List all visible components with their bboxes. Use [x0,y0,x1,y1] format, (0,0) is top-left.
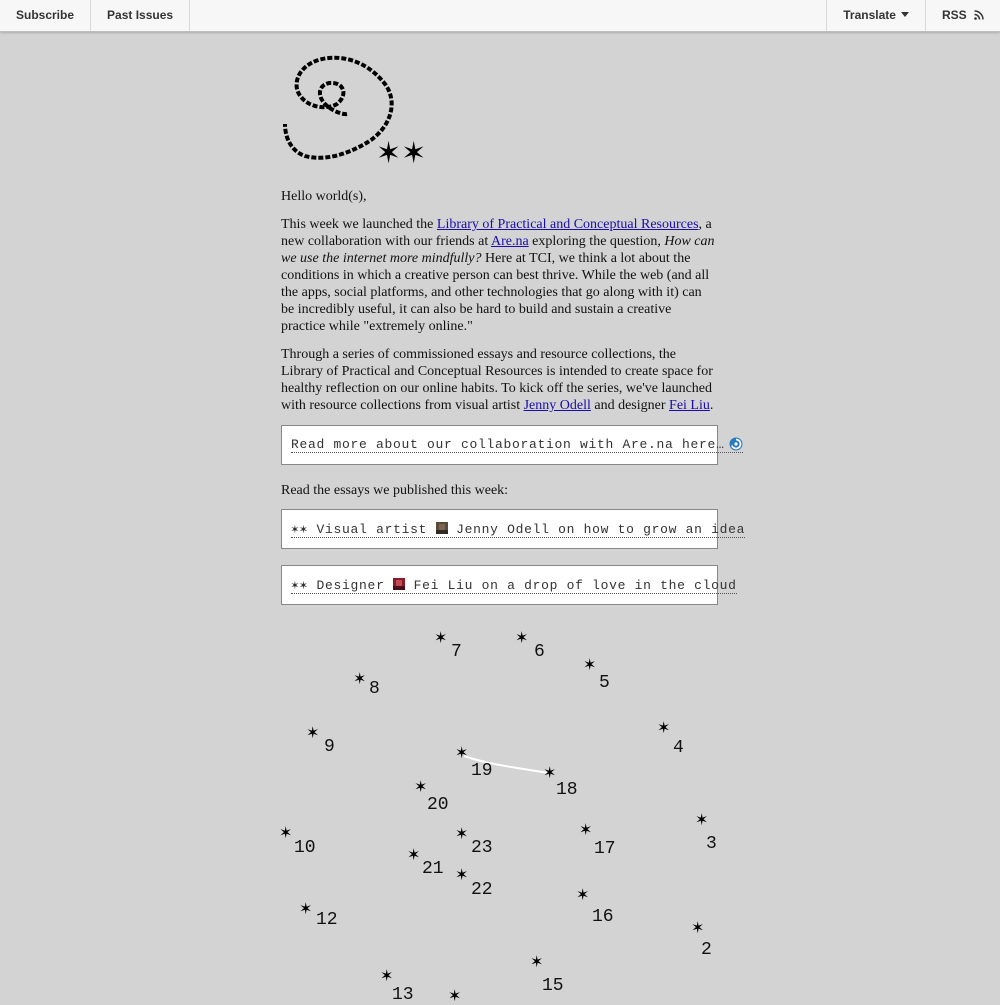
star-number-label: 8 [369,679,380,699]
essay-box-fei-liu [281,565,737,605]
nav-right-group [826,0,1000,31]
rss-label: RSS [941,8,967,22]
star-13-icon: ✶ [380,966,394,985]
essay2-prefix: ✶✶ Designer [291,578,394,593]
fei-liu-link[interactable]: Fei Liu [669,398,710,413]
star-number-label: 17 [594,839,616,859]
star-15-icon: ✶ [530,952,544,971]
star-10-icon: ✶ [279,823,293,842]
star-2-icon: ✶ [691,918,705,937]
series-text-2: and designer [590,398,670,413]
essay-box-jenny-odell [281,509,746,549]
essay-link-fei-liu[interactable] [291,578,737,594]
star-number-label: 21 [422,859,444,879]
rss-icon [974,10,984,20]
star-12-icon: ✶ [299,899,313,918]
star-6-icon: ✶ [515,628,529,647]
arena-collab-link[interactable] [291,437,743,453]
svg-text:✶✶: ✶✶ [376,136,427,171]
star-21-icon: ✶ [407,845,421,864]
star-number-label: 18 [556,780,578,800]
star-number-label: 13 [392,985,414,1005]
essay1-prefix: ✶✶ Visual artist [291,522,436,537]
jenny-odell-thumbnail [436,522,448,534]
arena-collab-label: Read more about our collaboration with Are.na here… [291,437,725,452]
essay-link-jenny-odell[interactable] [291,522,745,538]
star-number-label: 23 [471,838,493,858]
star-number-label: 2 [701,940,712,960]
intro-paragraph [281,216,718,335]
arena-logo-icon [729,437,743,451]
star-number-label: 22 [471,880,493,900]
translate-label: Translate [843,8,896,22]
star-number-label: 20 [427,795,449,815]
top-nav-bar [0,0,1000,32]
library-link[interactable]: Library of Practical and Conceptual Resources [436,217,699,232]
star-5-icon: ✶ [583,655,597,674]
star-number-label: 19 [471,761,493,781]
star-number-label: 5 [599,673,610,693]
star-17-icon: ✶ [579,820,593,839]
star-8-icon: ✶ [353,669,367,688]
essays-intro-text: Read the essays we published this week: [281,483,509,498]
arena-link[interactable]: Are.na [490,234,529,249]
translate-dropdown[interactable] [826,0,925,31]
intro-text-4: Here at TCI, we think a lot about the conditions in which a creative person can best thrive. While the web (and all the apps, social platforms, and other technologies that go along with it) can be incredibly useful, it can also be hard to build and sustain a creative practice while "extremely online." [281,251,710,334]
star-4-icon: ✶ [657,718,671,737]
past-issues-link[interactable]: Past Issues [91,0,190,31]
star-number-label: 3 [706,834,717,854]
intro-text-1: This week we launched the [281,217,437,232]
intro-text-3: exploring the question, [528,234,665,249]
arena-collab-box [281,425,725,465]
star-16-icon: ✶ [576,885,590,904]
jenny-odell-link[interactable]: Jenny Odell [523,398,591,413]
star-20-icon: ✶ [414,777,428,796]
star-number-label: 7 [451,642,462,662]
essay1-suffix: Jenny Odell on how to grow an idea [447,522,746,537]
fei-liu-thumbnail [393,578,405,590]
star-18-icon: ✶ [543,763,557,782]
nav-left-group [0,0,190,31]
greeting-text: Hello world(s), [281,189,367,204]
essay2-suffix: Fei Liu on a drop of love in the cloud [405,578,737,593]
star-number-label: 4 [673,738,684,758]
star-number-label: 15 [542,976,564,996]
intro-question: How can we use the internet more mindfully? [281,234,715,266]
star-number-label: 16 [592,907,614,927]
subscribe-link[interactable]: Subscribe [0,0,91,31]
star-23-icon: ✶ [455,824,469,843]
star-3-icon: ✶ [695,810,709,829]
star-partial-icon: ✶ [448,986,462,1005]
spiral-logo-icon [281,52,427,171]
newsletter-body [281,52,746,605]
star-number-label: 12 [316,910,338,930]
intro-text-2: , a new collaboration with our friends at [281,217,712,249]
series-text-3: . [709,398,714,413]
series-paragraph [281,346,718,414]
series-text-1: Through a series of commissioned essays and resource collections, the Library of Practical and Conceptual Resources is intended to create space for healthy reflection on our online habits. To kick off the series, we've launched with resource collections from visual artist [281,347,713,413]
star-number-label: 9 [324,737,335,757]
rss-link[interactable] [925,0,1000,31]
caret-down-icon [901,12,909,17]
star-number-label: 6 [534,642,545,662]
star-19-icon: ✶ [455,743,469,762]
star-22-icon: ✶ [455,865,469,884]
star-7-icon: ✶ [434,628,448,647]
star-number-label: 10 [294,838,316,858]
star-9-icon: ✶ [306,723,320,742]
